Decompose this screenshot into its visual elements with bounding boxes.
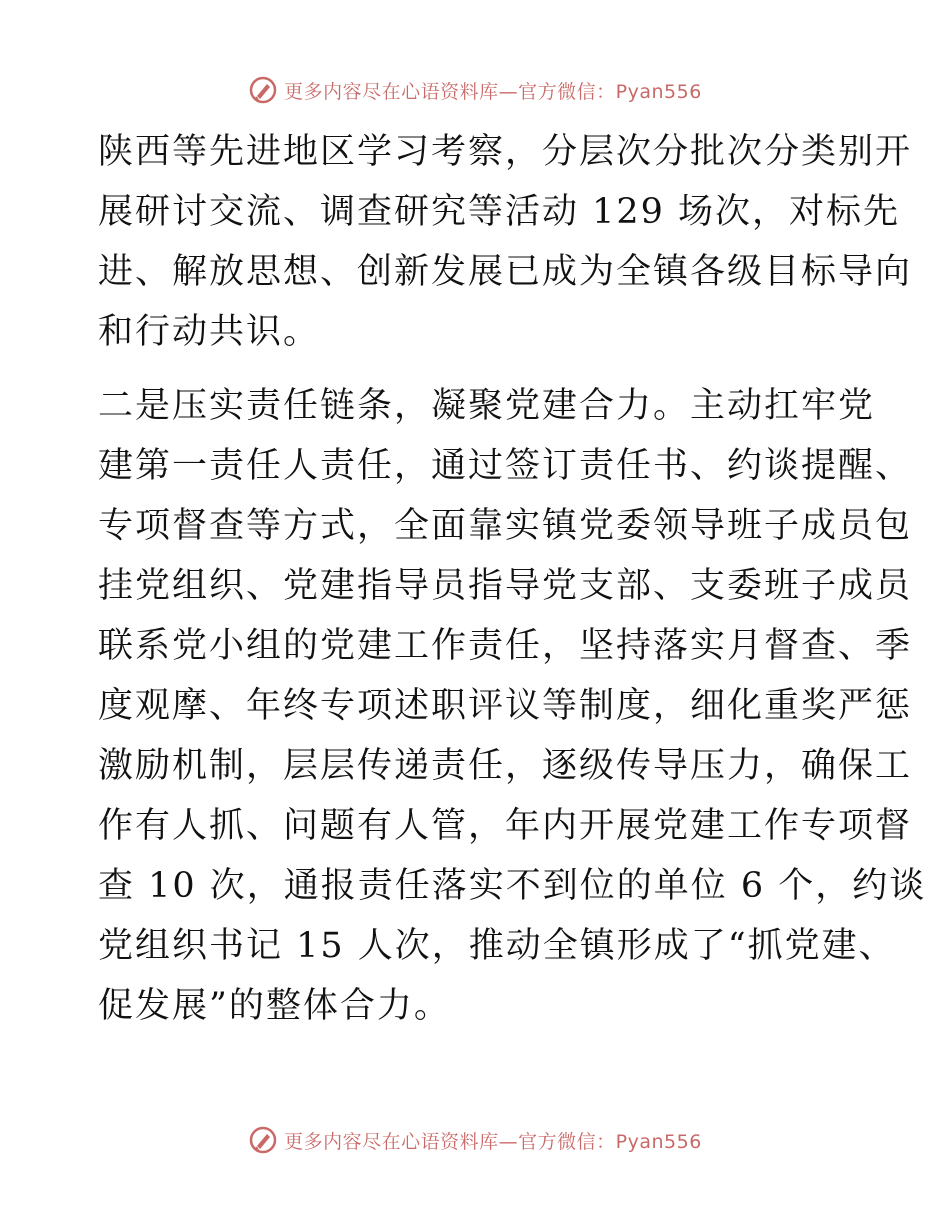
text-line: 挂党组织、党建指导员指导党支部、支委班子成员	[98, 566, 913, 606]
paragraph-2	[98, 376, 927, 1036]
pen-logo-icon	[248, 75, 278, 105]
text-line: 度观摩、年终专项述职评议等制度，细化重奖严惩	[98, 686, 913, 726]
header-watermark	[0, 70, 950, 110]
text-line: 二是压实责任链条，凝聚党建合力。主动扛牢党	[98, 386, 876, 426]
text-line: 作有人抓、问题有人管，年内开展党建工作专项督	[98, 806, 913, 846]
text-line: 联系党小组的党建工作责任，坚持落实月督查、季	[98, 626, 913, 666]
paragraph-gap	[98, 362, 858, 376]
text-line: 陕西等先进地区学习考察，分层次分批次分类别开	[98, 132, 913, 172]
text-line: 党组织书记 15 人次，推动全镇形成了“抓党建、	[98, 926, 896, 966]
watermark-text: 更多内容尽在心语资料库—官方微信：Pyan556	[284, 80, 702, 103]
pen-logo-icon	[248, 1125, 278, 1155]
paragraph-1	[98, 122, 913, 362]
text-line: 展研讨交流、调查研究等活动 129 场次，对标先	[98, 192, 901, 232]
text-line: 促发展”的整体合力。	[98, 986, 451, 1026]
watermark-text: 更多内容尽在心语资料库—官方微信：Pyan556	[284, 1130, 702, 1153]
text-line: 和行动共识。	[98, 312, 321, 352]
text-line: 激励机制，层层传递责任，逐级传导压力，确保工	[98, 746, 913, 786]
document-body	[98, 122, 927, 1036]
text-line: 建第一责任人责任，通过签订责任书、约谈提醒、	[98, 446, 913, 486]
footer-watermark	[0, 1120, 950, 1160]
text-line: 进、解放思想、创新发展已成为全镇各级目标导向	[98, 252, 913, 292]
text-line: 专项督查等方式，全面靠实镇党委领导班子成员包	[98, 506, 913, 546]
text-line: 查 10 次，通报责任落实不到位的单位 6 个，约谈	[98, 866, 927, 906]
